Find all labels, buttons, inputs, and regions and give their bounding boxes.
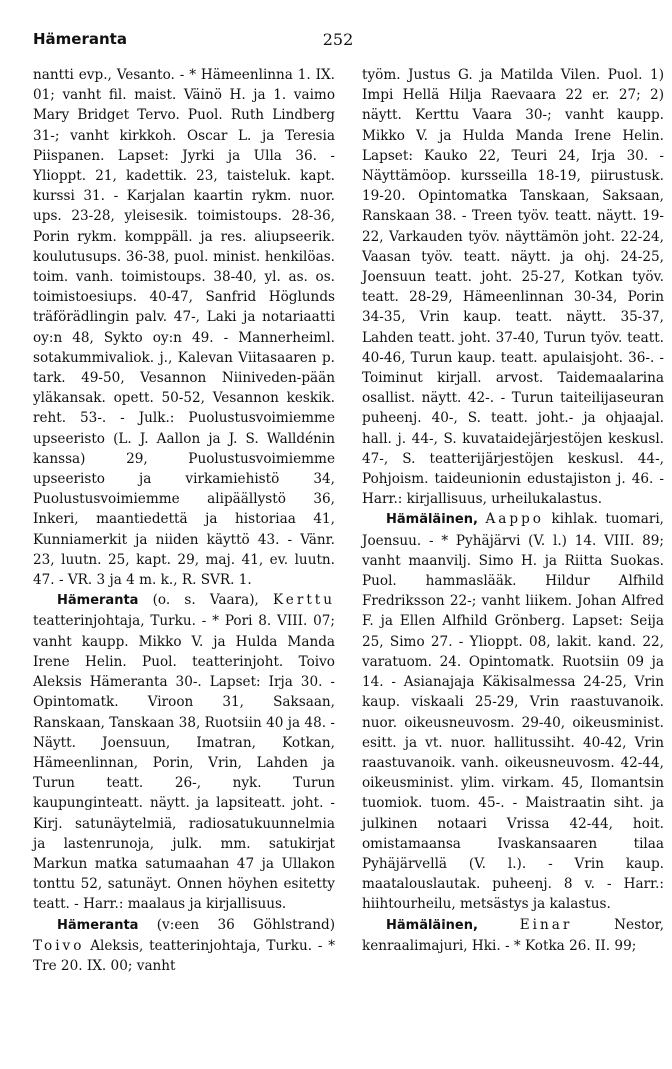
running-title: Hämeranta bbox=[33, 30, 127, 48]
entry-hameranta-kerttu bbox=[33, 590, 335, 914]
page-header bbox=[33, 30, 643, 54]
entry-text: työm. Justus G. ja Matilda Vilen. Puol. 1) Impi Hellä Hilja Raevaara 22 er. 27; 2) näytt. Kerttu Vaara 30-; vanht kaupp. Mikko V. ja Hulda Manda Irene Helin. Lapset: Kauko 22, Teuri 24, Irja 30. - Näyttämöop. kursseilla 18-19, piirustusk. 19-20. Opintomatka Tanskaan, Saksaan, Ranskaan 38. - Treen työv. teatt. näytt. 19-22, Varkauden työv. näyttämön joht. 22-24, Vaasan työv. teatt. näytt. ja ohj. 24-25, Joensuun teatt. joht. 25-27, Kotkan työv. teatt. 28-29, Hämeenlinnan 30-34, Porin 34-35, Vrin kaup. teatt. näytt. 35-37, Lahden teatt. joht. 37-40, Turun työv. teatt. 40-46, Turun kaup. teatt. apulaisjoht. 36-. - Toiminut kirjall. arvost. Taidemaalarina osallist. näytt. 42-. - Turun taiteilijaseuran puheenj. 40-, S. teatt. joht.- ja ohjaajal. hall. j. 44-, S. kuvataidejärjestöjen keskusl. 47-, S. teatterijärjestöjen keskusl. 44-, Pohjoism. taideunionin edustajiston j. 46. - Harr.: kirjallisuus, urheilukalastus. bbox=[362, 67, 664, 508]
entry-hamalainen-einar bbox=[362, 915, 664, 956]
page-number: 252 bbox=[322, 30, 354, 49]
entry-given-name: Aappo bbox=[485, 511, 544, 528]
entry-surname: Hämeranta bbox=[57, 917, 139, 933]
entry-text: kihlak. tuomari, Joensuu. - * Pyhäjärvi (V. l.) 14. VIII. 89; vanht maanvilj. Simo H. ja Riitta Suokas. Puol. hammaslääk. Hildur Alfhild Fredriksson 22-; vanht liikem. Johan Alfred F. ja Ellen Alfhild Grönberg. Lapset: Seija 25, Simo 27. - Ylioppt. 08, lakit. kand. 22, varatuom. 24. Opintomatk. Ruotsiin 09 ja 14. - Asianajaja Käkisalmessa 24-25, Vrin kaup. viskaali 25-29, Vrin raastuvanoik. nuor. oikeusneuvosm. 29-40, oikeusminist. esitt. ja vt. nuor. hallitussiht. 40-42, Vrin raastuvanoik. vanh. oikeusneuvosm. 42-44, oikeusminist. ylim. virkam. 45, Ilomantsin tuomiok. tuom. 45-. - Maistraatin siht. ja julkinen notaari Vrissa 42-44, hoit. omistamaansa Ivaskansaaren tilaa Pyhäjärvellä (V. l.). - Vrin kaup. maatalouslautak. puheenj. 8 v. - Harr.: hiihtourheilu, metsästys ja kalastus. bbox=[362, 511, 664, 913]
entry-hameranta-toivo bbox=[33, 915, 335, 977]
entry-surname: Hämäläinen, bbox=[386, 512, 478, 528]
entry-hamalainen-aappo bbox=[362, 509, 664, 914]
left-column bbox=[33, 65, 335, 976]
right-column bbox=[362, 65, 664, 956]
entry-text: Nestor, kenraalimajuri, Hki. - * Kotka 26. II. 99; bbox=[362, 916, 665, 954]
entry-continuation bbox=[362, 65, 664, 509]
entry-given-name: Kerttu bbox=[273, 592, 336, 609]
entry-text: nantti evp., Vesanto. - * Hämeenlinna 1. IX. 01; vanht fil. maist. Väinö H. ja 1. vaimo Mary Bridget Tervo. Puol. Ruth Lindberg 31-; vanht kirkkoh. Oscar L. ja Teresia Piispanen. Lapset: Jyrki ja Ulla 36. - Ylioppt. 21, kadettik. 23, taisteluk. kapt. kurssi 31. - Karjalan kaartin rykm. nuor. ups. 23-28, yleisesik. toimistoups. 28-36, Porin rykm. komppäll. ja res. aliupseerik. koulutusups. 36-38, puol. minist. henkilöas. toim. vanh. toimistoups. 38-40, yl. as. os. toimistoesiups. 40-47, Sanfrid Höglunds träförädlingin palv. 47-, Laki ja notariaatti oy:n 48, Sykto oy:n 49. - Mannerheiml. sotakummivaliok. j., Kalevan Viitasaaren p. tark. 49-50, Vesannon Niiniveden-pään yläkansak. opett. 50-52, Vesannon keskik. reht. 53-. - Julk.: Puolustusvoimiemme upseeristo (L. J. Aallon ja J. S. Walldénin kanssa) 29, Puolustusvoimiemme upseeristo ja virkamiehistö 34, Puolustusvoimiemme alipäällystö 36, Inkeri, maantiedettä ja historiaa 41, Kunniamerkit ja niiden käyttö 43. - Vänr. 23, luutn. 25, kapt. 29, maj. 41, ev. luutn. 47. - VR. 3 ja 4 m. k., R. SVR. 1. bbox=[33, 67, 335, 589]
entry-surname: Hämäläinen, bbox=[386, 917, 478, 933]
entry-text: teatterinjohtaja, Turku. - * Pori 8. VIII. 07; vanht kaupp. Mikko V. ja Hulda Manda Irene Helin. Puol. teatterinjoht. Toivo Aleksis Hämeranta 30-. Lapset: Irja 30. - Opintomatk. Viroon 31, Saksaan, Ranskaan, Tanskaan 38, Ruotsiin 40 ja 48. - Näytt. Joensuun, Imatran, Kotkan, Hämeenlinnan, Porin, Vrin, Lahden ja Turun teatt. 26-, nyk. Turun kaupunginteatt. näytt. ja lapsiteatt. joht. - Kirj. satunäytelmiä, radiosatukuunnelmia ja lastenrunoja, julk. mm. satukirjat Markun matka satumaahan 47 ja Ullakon tonttu 52, satunäyt. Onnen höyhen esitetty teatt. - Harr.: maalaus ja kirjallisuus. bbox=[33, 613, 335, 913]
entry-given-name: Einar bbox=[519, 916, 573, 933]
entry-text: Aleksis, teatterinjohtaja, Turku. - * Tre 20. IX. 00; vanht bbox=[33, 937, 336, 974]
entry-prefix: (o. s. Vaara), bbox=[152, 592, 259, 609]
entry-given-name: Toivo bbox=[33, 937, 85, 954]
entry-surname: Hämeranta bbox=[57, 593, 139, 609]
entry-continuation bbox=[33, 65, 335, 590]
entry-prefix: (v:een 36 Göhlstrand) bbox=[156, 916, 335, 933]
